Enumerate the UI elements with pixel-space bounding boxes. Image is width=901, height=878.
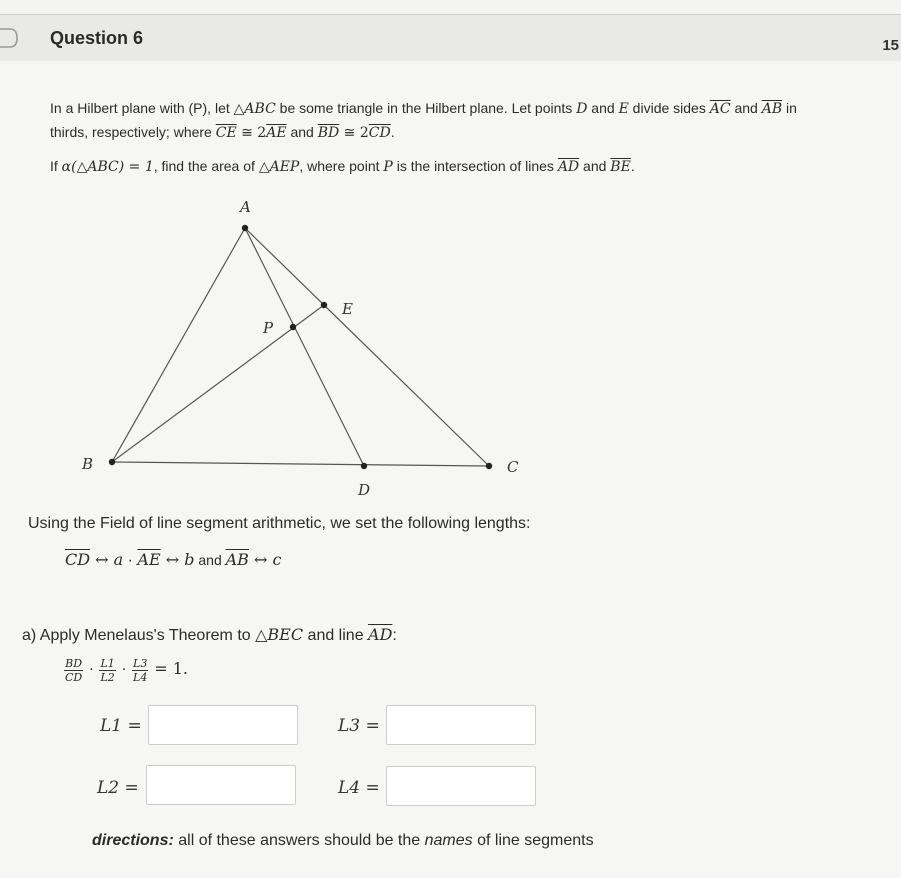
answer-l1-input[interactable] <box>148 705 298 745</box>
segment-ae: $\overline{AE}$ <box>266 125 287 141</box>
point-c <box>486 463 492 469</box>
label-p: P <box>263 319 274 337</box>
label-l3: L3 = <box>338 716 380 736</box>
segment-cd-assign: $\overline{CD}$ <box>65 550 91 569</box>
label-l1: L1 = <box>100 716 142 736</box>
point-a <box>242 225 248 231</box>
question-title: Question 6 <box>50 28 144 48</box>
prompt-line-1: In a Hilbert plane with (P), let △ABC be some triangle in the Hilbert plane. Let points D and E divide sides $\overline{AC}$ and $\overline{AB}$ in <box>50 100 797 117</box>
segment-ad: $\overline{AD}$ <box>557 159 580 175</box>
segment-ab: $\overline{AB}$ <box>761 101 783 117</box>
segment-ac: $\overline{AC}$ <box>709 101 731 117</box>
answer-l2-input[interactable] <box>146 765 296 805</box>
field-intro: Using the Field of line segment arithmetic, we set the following lengths: <box>28 515 531 532</box>
triangle-figure <box>70 190 540 510</box>
menelaus-equation: $\frac{BD}{CD}$ · $\frac{L1}{L2}$ · $\frac{L3}{L4}$ = 1. <box>65 657 188 684</box>
fraction-l1-l2: $\frac{L1}{L2}$ <box>100 657 115 684</box>
point-e <box>321 302 327 308</box>
question-points: 15 <box>882 37 899 54</box>
math-area-abc: α(△ABC) = 1 <box>61 159 154 175</box>
label-d: D <box>358 481 371 499</box>
label-a: A <box>240 198 251 216</box>
prompt-line-3: If α(△ABC) = 1, find the area of △AEP, where point P is the intersection of lines $\overline{AD}$ and $\overline{BE}$. <box>50 158 635 175</box>
label-c: C <box>507 458 519 476</box>
point-b <box>109 459 115 465</box>
fraction-bd-cd: $\frac{BD}{CD}$ <box>65 657 83 684</box>
side-bc <box>112 462 489 466</box>
question-flag-icon[interactable] <box>0 28 20 48</box>
question-header <box>0 14 901 62</box>
segment-bd: $\overline{BD}$ <box>317 125 340 141</box>
side-ac <box>245 228 489 466</box>
answer-l4-input[interactable] <box>386 766 536 806</box>
directions-text: directions: all of these answers should be the names of line segments <box>92 832 594 849</box>
math-triangle-abc: △ABC <box>233 101 276 117</box>
label-b: B <box>82 455 94 473</box>
math-triangle-bec: △BEC <box>255 625 304 644</box>
line-ad <box>245 228 364 466</box>
side-ab <box>112 228 245 462</box>
segment-be: $\overline{BE}$ <box>610 159 631 175</box>
segment-ce: $\overline{CE}$ <box>215 125 237 141</box>
field-assignments: $\overline{CD}$ ↔ $a \cdot \overline{AE}$ ↔ b and $\overline{AB}$ ↔ c <box>65 550 282 569</box>
part-a-prompt: a) Apply Menelaus's Theorem to △BEC and line $\overline{AD}$: <box>22 625 397 644</box>
prompt-line-2: thirds, respectively; where $\overline{CE}$ ≅ $2\overline{AE}$ and $\overline{BD}$ ≅ $2\overline{CD}$. <box>50 124 395 141</box>
label-l4: L4 = <box>338 778 380 798</box>
answer-l3-input[interactable] <box>386 705 536 745</box>
point-d <box>361 463 367 469</box>
segment-ab-assign: $\overline{AB}$ <box>225 550 249 569</box>
label-e: E <box>342 300 353 318</box>
segment-cd: $\overline{CD}$ <box>368 125 391 141</box>
label-l2: L2 = <box>97 778 139 798</box>
segment-ae-assign: $\overline{AE}$ <box>137 550 161 569</box>
segment-ad-line: $\overline{AD}$ <box>368 625 393 644</box>
point-p <box>290 324 296 330</box>
math-triangle-aep: △AEP <box>258 159 300 175</box>
fraction-l3-l4: $\frac{L3}{L4}$ <box>133 657 148 684</box>
